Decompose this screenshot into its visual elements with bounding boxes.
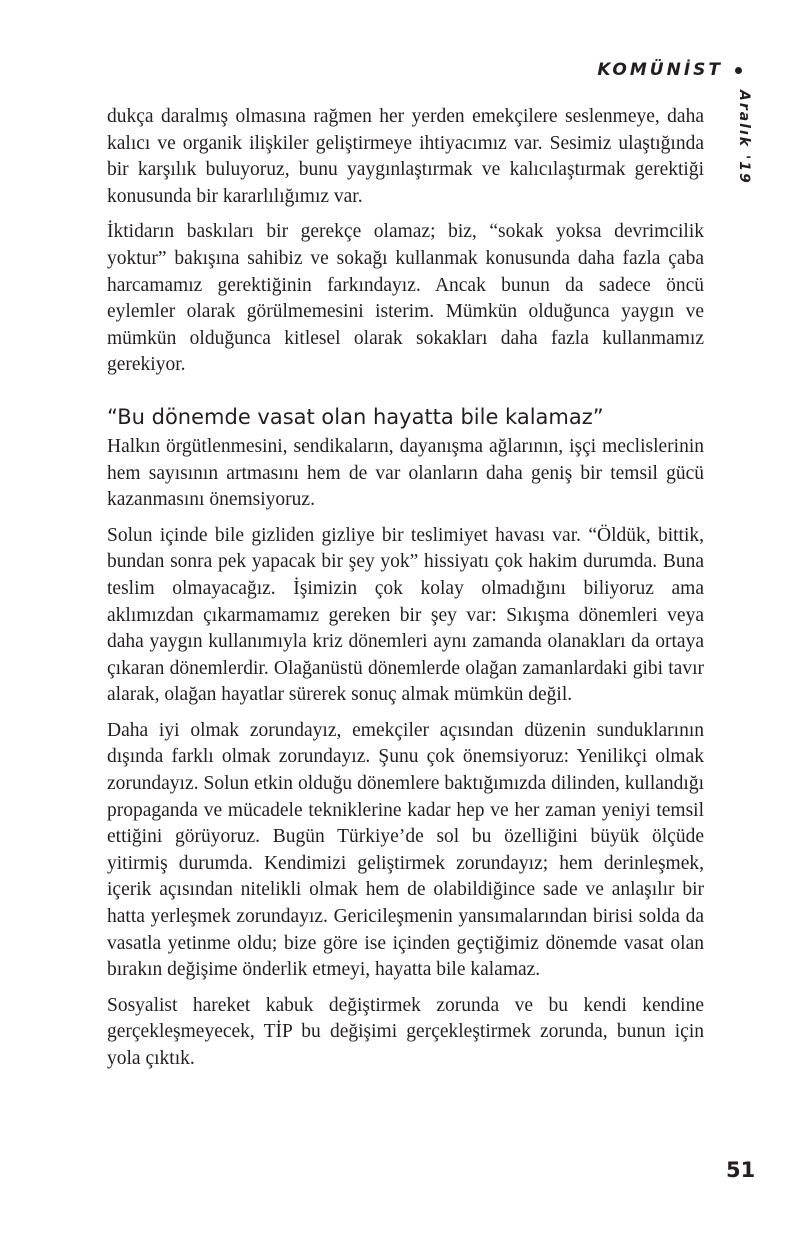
- paragraph: Sosyalist hareket kabuk değiştirmek zorunda ve bu kendi kendine gerçekleşmeyecek, TİP bu değişimi gerçekleştirmek zorunda, bunun için yola çıktık.: [107, 994, 704, 1069]
- paragraph: Solun içinde bile gizliden gizliye bir teslimiyet havası var. “Öldük, bittik, bundan sonra pek yapacak bir şey yok” hissiyatı çok hakim durumda. Buna teslim olmayacağız. İşimizin çok kolay olmadığını biliyoruz ama aklımızdan çıkarmamamız gereken bir şey var: Sıkışma dönemleri veya daha yaygın kullanımıyla kriz dönemleri aynı zamanda olanakları da ortaya çıkaran dönemlerdir. Olağanüstü dönemlerde olağan zamanlardaki gibi tavır alarak, olağan hayatlar sürerek sonuç almak mümkün değil.: [107, 524, 704, 706]
- paragraph: Daha iyi olmak zorundayız, emekçiler açısından düzenin sunduklarının dışında farklı olmak zorundayız. Şunu çok önemsiyoruz: Yenilikçi olmak zorundayız. Solun etkin olduğu dönemlere baktığımızda dilinden, kullandığı propaganda ve mücadele tekniklerine kadar hep ve her zaman yeniyi temsil ettiğini görüyoruz. Bugün Türkiye’de sol bu özelliğini büyük ölçüde yitirmiş durumda. Kendimizi geliştirmek zorundayız; hem derinleşmek, içerik açısından nitelikli olmak hem de olabildiğince sade ve anlaşılır bir hatta yerleşmek zorundayız. Gericileşmenin yansımalarından birisi solda da vasatla yetinme oldu; bize göre ise içinden geçtiğimiz dönemde vasat olan bırakın değişime önderlik etmeyi, hayatta bile kalamaz.: [107, 719, 704, 981]
- issue-date-vertical: Aralık '19: [736, 90, 752, 185]
- publication-title: KOMÜNİST: [597, 60, 723, 80]
- page-number: 51: [726, 1158, 756, 1182]
- running-head: [597, 60, 742, 80]
- paragraph: Halkın örgütlenmesini, sendikaların, dayanışma ağlarının, işçi meclislerinin hem sayısının artmasını hem de var olanların daha geniş bir temsil gücü kazanmasını önemsiyoruz.: [107, 435, 704, 511]
- paragraph: İktidarın baskıları bir gerekçe olamaz; biz, “sokak yoksa devrimcilik yoktur” bakışına sahibiz ve sokağı kullanmak konusunda daha fazla çaba harcamamız gerektiğinin farkındayız. Ancak bunun da sadece öncü eylemler olarak görülmemesini isterim. Mümkün olduğunca yaygın ve mümkün olduğunca kitlesel olarak sokakları daha fazla kullanmamız gerekiyor.: [107, 221, 704, 376]
- paragraph: dukça daralmış olmasına rağmen her yerden emekçilere seslenmeye, daha kalıcı ve organik ilişkiler geliştirmeye ihtiyacımız var. Sesimiz ulaştığında bir karşılık buluyoruz, bunu yaygınlaştırmak ve kalıcılaştırmak gerektiği konusunda bir kararlılığımız var.: [107, 106, 704, 207]
- bullet-dot-icon: [735, 67, 742, 74]
- article-body: [107, 104, 704, 1082]
- section-heading: “Bu dönemde vasat olan hayatta bile kalamaz”: [107, 404, 604, 429]
